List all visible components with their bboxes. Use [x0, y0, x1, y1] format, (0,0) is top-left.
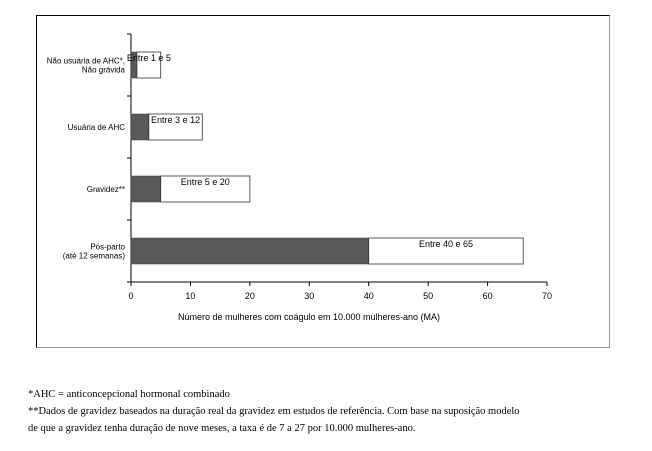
x-axis-title: Número de mulheres com coágulo em 10.000 mulheres-ano (MA) — [177, 312, 441, 322]
x-tick-label: 70 — [541, 291, 553, 301]
bar-lower-segment — [131, 238, 369, 264]
chart-figure — [36, 15, 610, 348]
x-tick-label: 20 — [244, 291, 255, 301]
footnote-ahc: *AHC = anticoncepcional hormonal combinado — [28, 389, 230, 400]
bar-data-label: Entre 40 e 65 — [418, 239, 473, 249]
category-label: (até 12 semanas) — [62, 251, 125, 261]
bar-lower-segment — [131, 114, 149, 140]
footnotes — [28, 386, 638, 437]
category-label: Pós-parto — [90, 242, 125, 252]
x-tick-label: 10 — [185, 291, 196, 301]
x-tick-label: 40 — [363, 291, 374, 301]
footnote-pregnancy-cont: de que a gravidez tenha duração de nove meses, a taxa é de 7 a 27 por 10.000 mulheres-ano. — [28, 423, 416, 434]
category-label: Não grávida — [81, 65, 125, 75]
x-tick-label: 50 — [423, 291, 434, 301]
category-label: Usuária de AHC — [67, 123, 125, 132]
bar-chart — [37, 16, 609, 347]
bar-data-label: Entre 3 e 12 — [151, 115, 201, 125]
category-label: Não usuária de AHC*, — [46, 56, 125, 66]
x-tick-label: 60 — [482, 291, 493, 301]
x-tick-label: 30 — [304, 291, 315, 301]
category-label: Gravidez** — [86, 185, 125, 194]
bar-data-label: Entre 5 e 20 — [180, 177, 230, 187]
footnote-pregnancy: **Dados de gravidez baseados na duração real da gravidez em estudos de referência. Com base na suposição modelo — [28, 406, 520, 417]
x-tick-label: 0 — [128, 291, 134, 301]
bar-lower-segment — [131, 176, 161, 202]
bar-data-label: Entre 1 e 5 — [126, 53, 171, 63]
